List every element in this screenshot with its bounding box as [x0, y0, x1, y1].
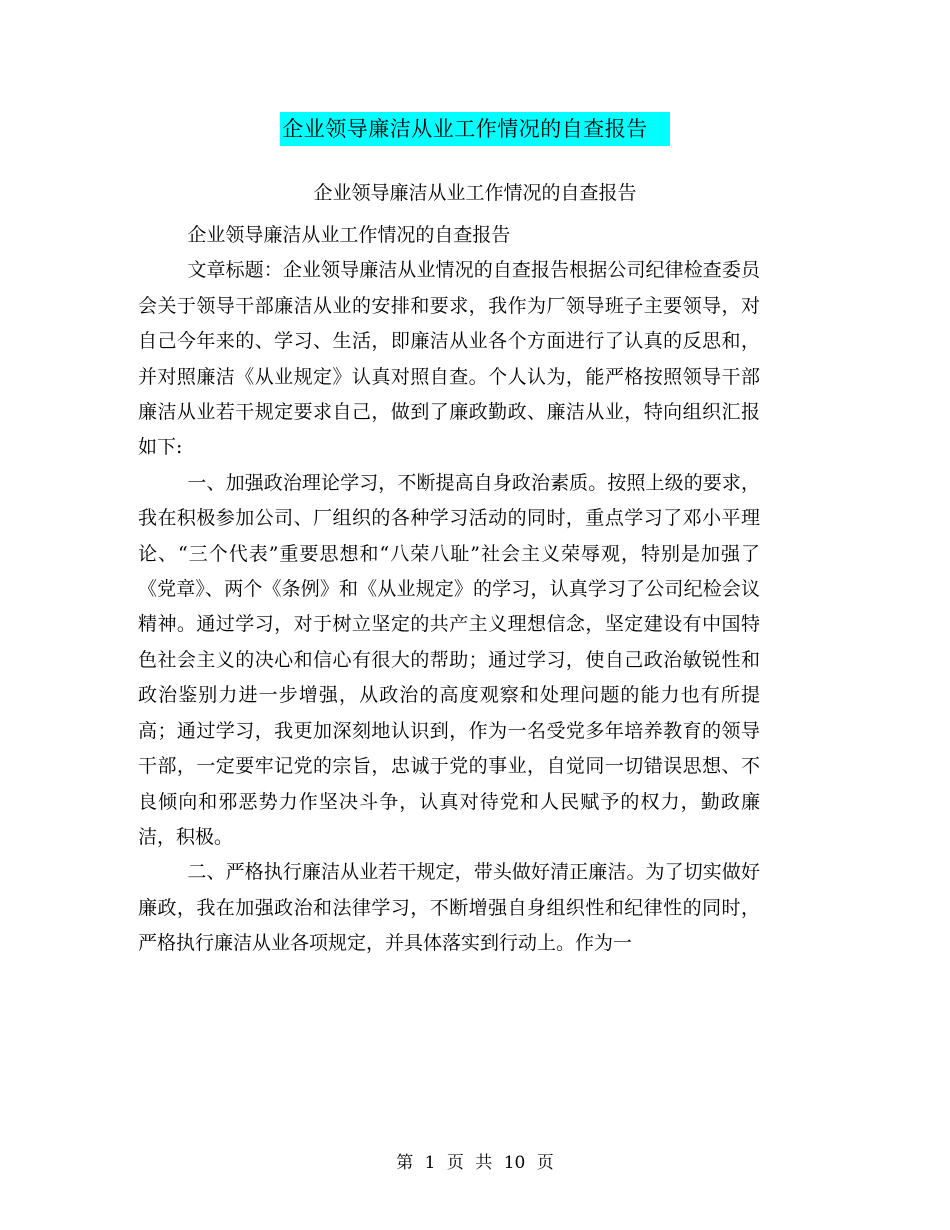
paragraph: 文章标题：企业领导廉洁从业情况的自查报告根据公司纪律检查委员会关于领导干部廉洁从业的安排和要求，我作为厂领导班子主要领导，对自己今年来的、学习、生活，即廉洁从业各个方面进行了认真的反思和，并对照廉洁《从业规定》认真对照自查。个人认为，能严格按照领导干部廉洁从业若干规定要求自己，做到了廉政勤政、廉洁从业，特向组织汇报如下: — [138, 259, 760, 459]
title-wrapper — [0, 112, 950, 146]
paragraph: 企业领导廉洁从业工作情况的自查报告 — [187, 224, 511, 246]
document-body — [138, 218, 760, 962]
document-title: 企业领导廉洁从业工作情况的自查报告 — [280, 112, 670, 146]
paragraph: 一、加强政治理论学习，不断提高自身政治素质。按照上级的要求，我在积极参加公司、厂组织的各种学习活动的同时，重点学习了邓小平理论、“三个代表”重要思想和“八荣八耻”社会主义荣辱观，特别是加强了《党章》、两个《条例》和《从业规定》的学习，认真学习了公司纪检会议精神。通过学习，对于树立坚定的共产主义理想信念，坚定建设有中国特色社会主义的决心和信心有很大的帮助；通过学习，使自己政治敏锐性和政治鉴别力进一步增强，从政治的高度观察和处理问题的能力也有所提高；通过学习，我更加深刻地认识到，作为一名受党多年培养教育的领导干部，一定要牢记党的宗旨，忠诚于党的事业，自觉同一切错误思想、不良倾向和邪恶势力作坚决斗争，认真对待党和人民赋予的权力，勤政廉洁，积极。 — [138, 471, 760, 848]
paragraph: 二、严格执行廉洁从业若干规定，带头做好清正廉洁。为了切实做好廉政，我在加强政治和法律学习，不断增强自身组织性和纪律性的同时，严格执行廉洁从业各项规定，并具体落实到行动上。作为一 — [138, 861, 760, 955]
page-footer: 第 1 页 共 10 页 — [396, 1153, 554, 1173]
document-subtitle: 企业领导廉洁从业工作情况的自查报告 — [313, 182, 637, 204]
